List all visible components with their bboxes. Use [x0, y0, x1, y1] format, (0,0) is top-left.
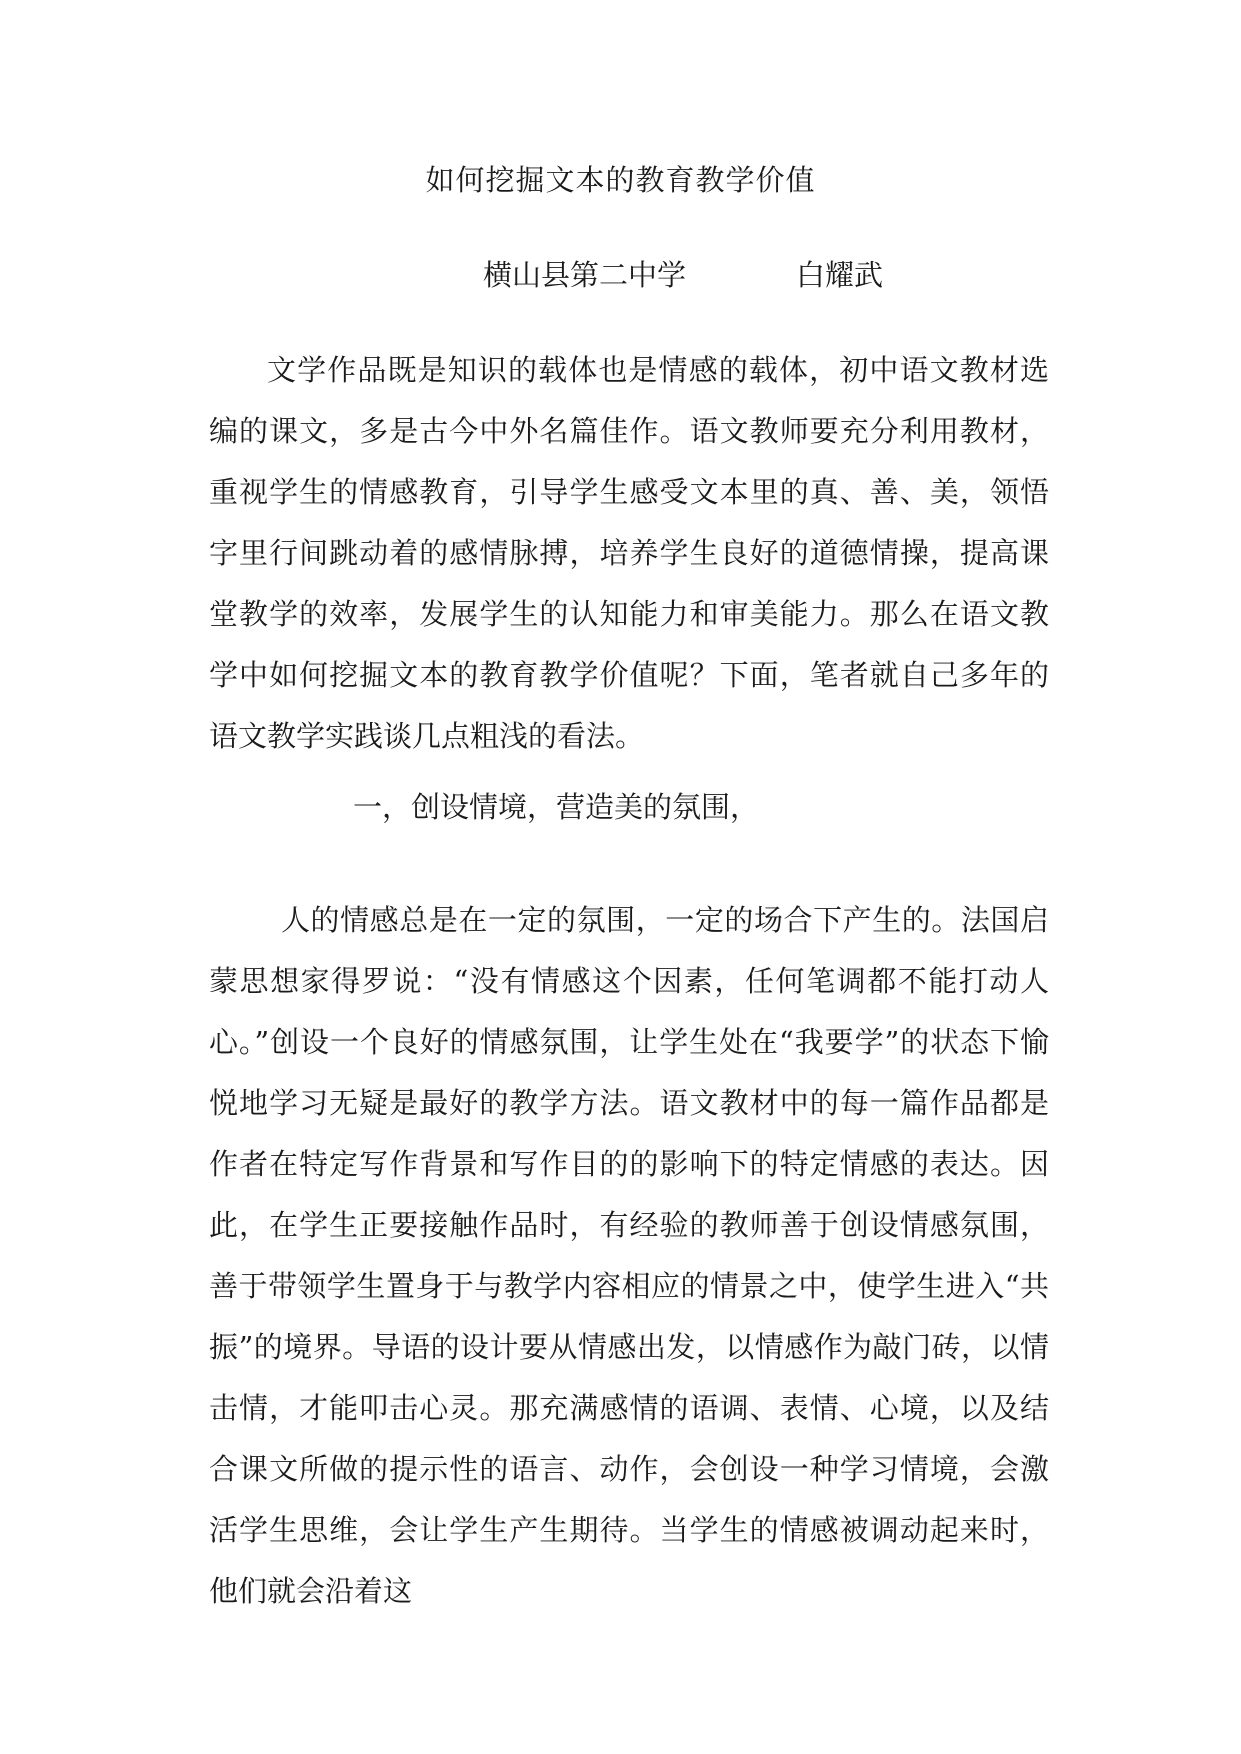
section-heading: 一，创设情境，营造美的氛围， — [353, 790, 760, 824]
intro-paragraph: 文学作品既是知识的载体也是情感的载体，初中语文教材选编的课文，多是古今中外名篇佳作。语文教师要充分利用教材，重视学生的情感教育，引导学生感受文本里的真、善、美，领悟字里行间跳动着的感情脉搏，培养学生良好的道德情操，提高课堂教学的效率，发展学生的认知能力和审美能力。那么在语文教学中如何挖掘文本的教育教学价值呢？下面，笔者就自己多年的语文教学实践谈几点粗浅的看法。 — [209, 353, 1049, 753]
document-title: 如何挖掘文本的教育教学价值 — [425, 163, 816, 197]
school-name: 横山县第二中学 — [483, 258, 687, 292]
byline — [483, 255, 883, 295]
author-name: 白耀武 — [796, 258, 884, 292]
section-paragraph: 人的情感总是在一定的氛围，一定的场合下产生的。法国启蒙思想家得罗说：“没有情感这个因素，任何笔调都不能打动人心。”创设一个良好的情感氛围，让学生处在“我要学”的状态下愉悦地学习无疑是最好的教学方法。语文教材中的每一篇作品都是作者在特定写作背景和写作目的的影响下的特定情感的表达。因此，在学生正要接触作品时，有经验的教师善于创设情感氛围，善于带领学生置身于与教学内容相应的情景之中，使学生进入“共振”的境界。导语的设计要从情感出发，以情感作为敲门砖，以情击情，才能叩击心灵。那充满感情的语调、表情、心境，以及结合课文所做的提示性的语言、动作，会创设一种学习情境，会激活学生思维，会让学生产生期待。当学生的情感被调动起来时，他们就会沿着这 — [209, 903, 1049, 1608]
